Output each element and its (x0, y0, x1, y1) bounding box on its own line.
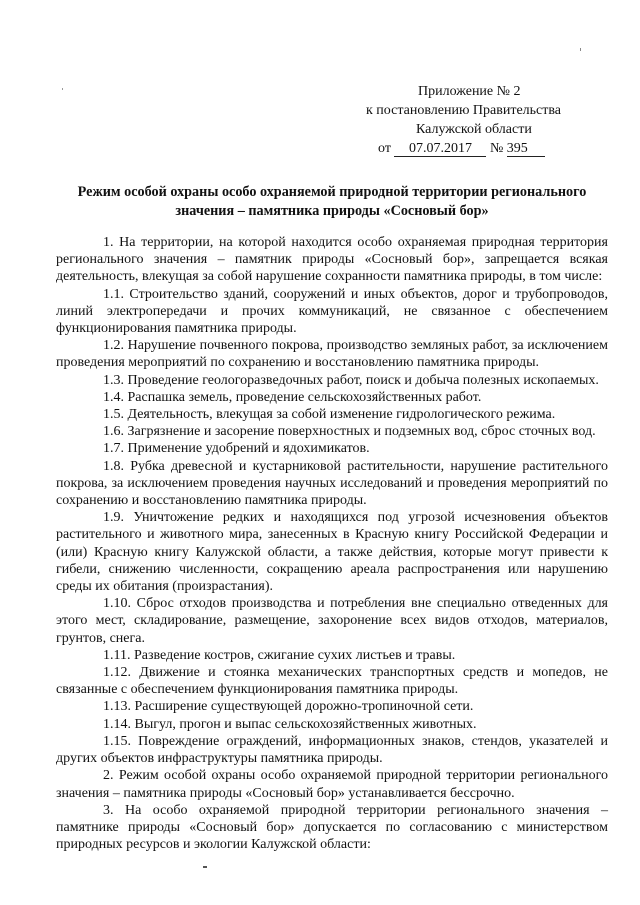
paragraph: 1. На территории, на которой находится особо охраняемая природная территория регионального значения – памятник природы «Сосновый бор», запрещается всякая деятельность, влекущая за собой нарушение сохранности памятника природы, в том числе: (56, 235, 608, 285)
scan-mark (203, 866, 207, 868)
resolution-number: 395 (507, 141, 545, 157)
paragraph: 1.11. Разведение костров, сжигание сухих листьев и травы. (103, 647, 456, 663)
appendix-line-1: Приложение № 2 (418, 84, 521, 99)
document-body (56, 234, 608, 853)
scan-speck (580, 48, 581, 51)
appendix-date-line (366, 139, 596, 158)
paragraph: 1.1. Строительство зданий, сооружений и иных объектов, дорог и трубопроводов, линий электропередачи и прочих коммуникаций, не связанное с обеспечением функционирования памятника природы. (56, 286, 608, 337)
document-title: Режим особой охраны особо охраняемой природной территории регионального значения – памятника природы «Сосновый бор» (77, 184, 587, 219)
paragraph: 1.14. Выгул, прогон и выпас сельскохозяйственных животных. (103, 716, 477, 732)
paragraph: 1.13. Расширение существующей дорожно-тропиночной сети. (103, 699, 474, 715)
paragraph: 1.6. Загрязнение и засорение поверхностных и подземных вод, сброс сточных вод. (103, 424, 596, 440)
scan-speck (62, 88, 63, 90)
appendix-line-3: Калужской области (416, 122, 532, 137)
paragraph: 1.7. Применение удобрений и ядохимикатов. (103, 441, 370, 457)
paragraph: 1.8. Рубка древесной и кустарниковой растительности, нарушение растительного покрова, за исключением проведения научных исследований и проведения мероприятий по сохранению и восстановлению памятника природы. (56, 458, 608, 509)
paragraph: 1.10. Сброс отходов производства и потребления вне специально отведенных для этого мест, складирование, размещение, захоронение всех видов отходов, материалов, грунтов, снега. (56, 596, 608, 646)
paragraph: 1.3. Проведение геологоразведочных работ, поиск и добыча полезных ископаемых. (103, 372, 599, 388)
paragraph: 1.12. Движение и стоянка механических транспортных средств и мопедов, не связанные с обеспечением функционирования памятника природы. (56, 665, 608, 698)
from-label: от (378, 141, 391, 156)
paragraph: 2. Режим особой охраны особо охраняемой природной территории регионального значения – памятника природы «Сосновый бор» устанавливается бессрочно. (56, 768, 608, 801)
paragraph: 3. На особо охраняемой природной территории регионального значения – памятнике природы «Сосновый бор» допускается по согласованию с министерством природных ресурсов и экологии Калужской области: (56, 802, 608, 853)
resolution-date: 07.07.2017 (394, 141, 486, 157)
paragraph: 1.2. Нарушение почвенного покрова, производство земляных работ, за исключением проведения мероприятий по сохранению и восстановлению памятника природы. (56, 338, 608, 371)
paragraph: 1.4. Распашка земель, проведение сельскохозяйственных работ. (103, 389, 482, 405)
appendix-line-2: к постановлению Правительства (366, 103, 562, 118)
paragraph: 1.5. Деятельность, влекущая за собой изменение гидрологического режима. (103, 407, 556, 423)
number-label: № (489, 141, 504, 156)
appendix-block (366, 82, 596, 158)
paragraph: 1.15. Повреждение ограждений, информационных знаков, стендов, указателей и других объектов инфраструктуры памятника природы. (56, 733, 608, 767)
paragraph: 1.9. Уничтожение редких и находящихся под угрозой исчезновения объектов растительного и животного мира, занесенных в Красную книгу Российской Федерации и (или) Красную книгу Калужской области, а также действия, которые могут привести к гибели, снижению численности, сокращению ареала распространения или нарушению среды их обитания (произрастания). (56, 510, 608, 595)
